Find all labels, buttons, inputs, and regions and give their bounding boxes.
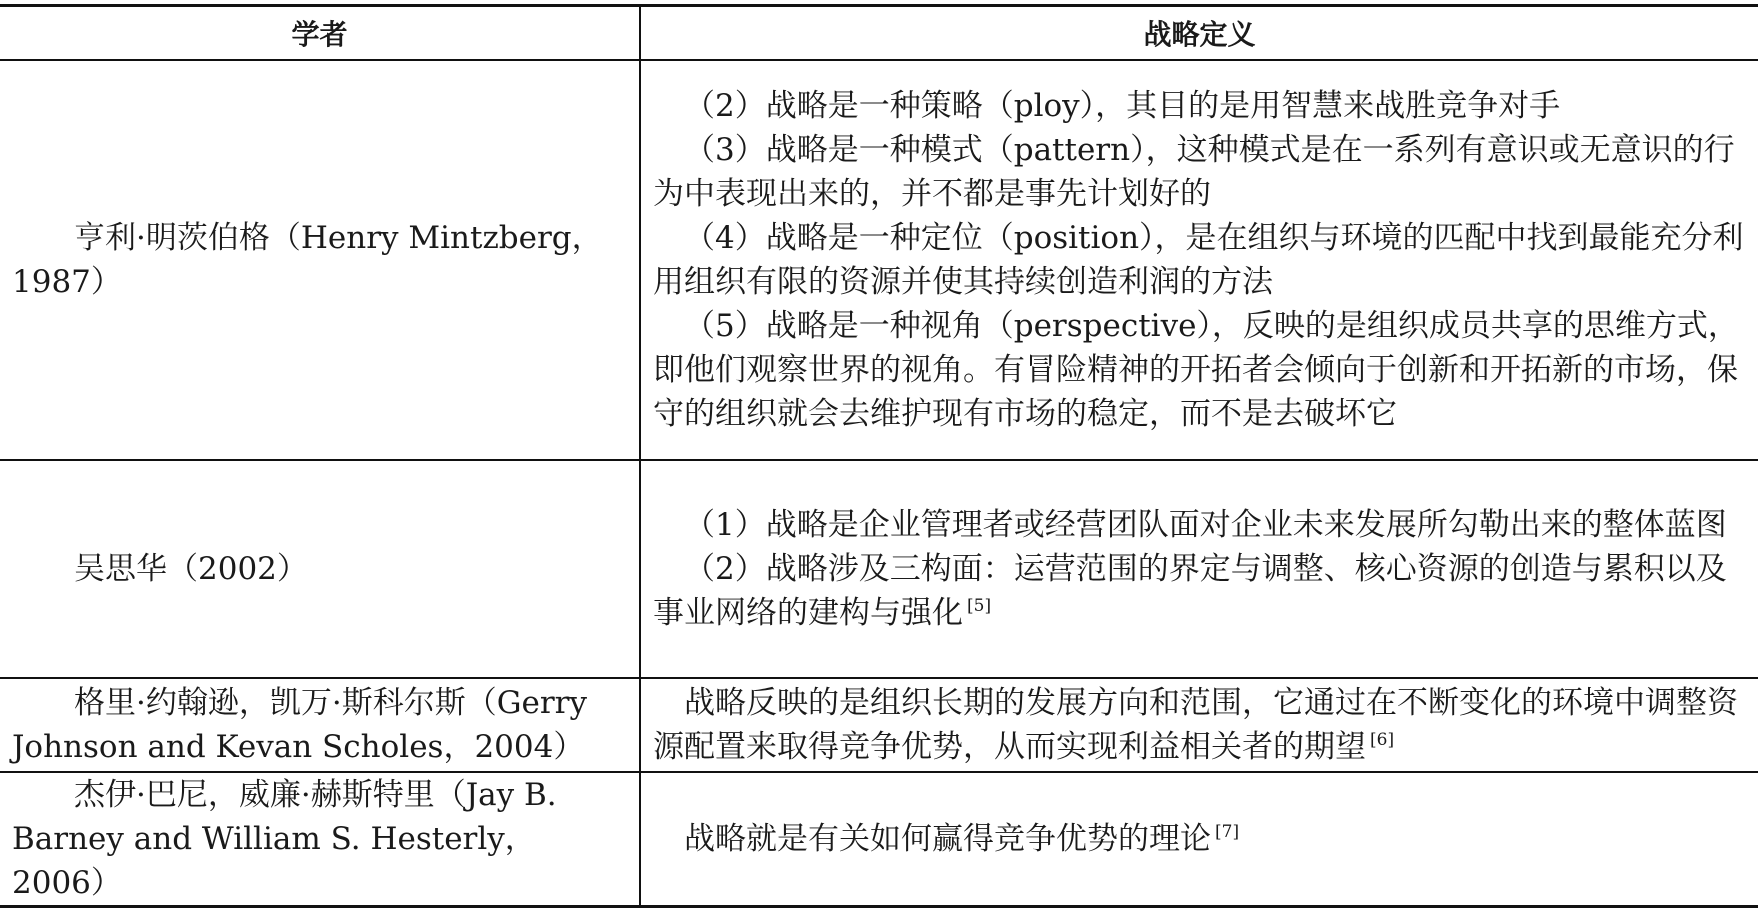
table-header-row: [0, 6, 1758, 60]
definition-cell: [640, 678, 1758, 772]
header-scholar: 学者: [0, 6, 640, 60]
scholar-cell: 吴思华（2002）: [0, 460, 640, 678]
table-row: [0, 460, 1758, 678]
definition-item: [653, 84, 1746, 128]
definition-text: 战略反映的是组织长期的发展方向和范围，它通过在不断变化的环境中调整资源配置来取得竞争优势，从而实现利益相关者的期望: [653, 684, 1738, 765]
table-row: [0, 678, 1758, 772]
definition-item: [653, 681, 1746, 769]
header-definition: 战略定义: [1143, 17, 1256, 51]
definition-text: （2）战略是一种策略（ploy），其目的是用智慧来战胜竞争对手: [684, 87, 1561, 124]
scholar-cell: 格里·约翰逊，凯万·斯科尔斯（Gerry Johnson and Kevan Scholes，2004）: [0, 678, 640, 772]
definition-text: （4）战略是一种定位（position），是在组织与环境的匹配中找到最能充分利用组织有限的资源并使其持续创造利润的方法: [653, 219, 1744, 300]
definition-item: [653, 503, 1746, 547]
definition-cell: [640, 60, 1758, 460]
definition-text: （2）战略涉及三构面：运营范围的界定与调整、核心资源的创造与累积以及事业网络的建构与强化: [653, 550, 1727, 631]
definition-item: [653, 128, 1746, 216]
strategy-definitions-table: [0, 4, 1758, 908]
definition-item: [653, 547, 1746, 635]
definition-text: （3）战略是一种模式（pattern），这种模式是在一系列有意识或无意识的行为中表现出来的，并不都是事先计划好的: [653, 131, 1735, 212]
scholar-cell: 亨利·明茨伯格（Henry Mintzberg，1987）: [0, 60, 640, 460]
table-row: [0, 60, 1758, 460]
definition-text: 战略就是有关如何赢得竞争优势的理论: [684, 820, 1211, 857]
definition-item: [653, 817, 1746, 861]
definition-text: （1）战略是企业管理者或经营团队面对企业未来发展所勾勒出来的整体蓝图: [684, 506, 1727, 543]
citation-marker: [6]: [1370, 730, 1395, 751]
citation-marker: [7]: [1215, 822, 1240, 843]
table-row: [0, 772, 1758, 907]
definition-item: [653, 304, 1746, 436]
scholar-cell: 杰伊·巴尼，威廉·赫斯特里（Jay B. Barney and William S. Hesterly，2006）: [0, 772, 640, 907]
citation-marker: [5]: [967, 596, 992, 617]
definition-item: [653, 216, 1746, 304]
definition-cell: [640, 772, 1758, 907]
definition-cell: [640, 460, 1758, 678]
definition-text: （5）战略是一种视角（perspective），反映的是组织成员共享的思维方式，即他们观察世界的视角。有冒险精神的开拓者会倾向于创新和开拓新的市场，保守的组织就会去维护现有市场的稳定，而不是去破坏它: [653, 307, 1739, 432]
